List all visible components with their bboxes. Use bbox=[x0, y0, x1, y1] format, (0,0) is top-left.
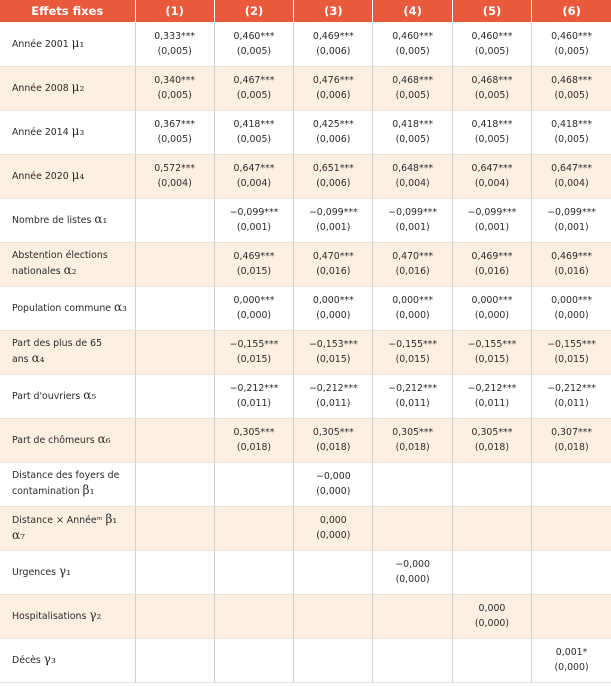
row-label bbox=[0, 66, 135, 110]
coefficient: 0,305*** bbox=[471, 427, 513, 438]
row-symbol: μ₂ bbox=[71, 80, 85, 94]
standard-error: (0,015) bbox=[474, 354, 510, 365]
table-row bbox=[0, 550, 611, 594]
standard-error: (0,001) bbox=[236, 222, 272, 233]
coefficient: 0,572*** bbox=[154, 163, 196, 174]
standard-error: (0,015) bbox=[236, 266, 272, 277]
coefficient: 0,468*** bbox=[392, 75, 434, 86]
coefficient: −0,155*** bbox=[229, 339, 279, 350]
value-cell bbox=[294, 506, 373, 550]
standard-error: (0,000) bbox=[554, 662, 589, 673]
standard-error: (0,000) bbox=[236, 310, 272, 321]
row-label bbox=[0, 286, 135, 330]
coefficient: 0,469*** bbox=[312, 30, 354, 42]
standard-error: (0,004) bbox=[554, 178, 589, 189]
value-cell bbox=[532, 22, 611, 66]
value-cell bbox=[294, 330, 373, 374]
value-cell bbox=[214, 66, 293, 110]
row-label-text: Part d'ouvriers bbox=[12, 391, 81, 402]
value-cell bbox=[135, 418, 214, 462]
standard-error: (0,004) bbox=[236, 178, 272, 189]
header-model-3: (3) bbox=[294, 0, 373, 22]
coefficient: 0,305*** bbox=[233, 427, 275, 438]
value-cell bbox=[452, 418, 531, 462]
standard-error: (0,000) bbox=[316, 486, 351, 497]
row-symbol: μ₃ bbox=[71, 124, 85, 138]
value-cell bbox=[532, 330, 611, 374]
value-cell bbox=[452, 330, 531, 374]
row-label-text: Nombre de listes bbox=[12, 215, 92, 226]
coefficient: 0,000 bbox=[478, 603, 506, 614]
table-row bbox=[0, 286, 611, 330]
standard-error: (0,000) bbox=[554, 310, 589, 321]
value-cell bbox=[214, 462, 293, 506]
standard-error: (0,018) bbox=[474, 442, 510, 453]
standard-error: (0,005) bbox=[395, 90, 430, 101]
row-label-text: Distance des foyers de contamination bbox=[12, 470, 120, 497]
standard-error: (0,005) bbox=[157, 90, 192, 101]
standard-error: (0,001) bbox=[316, 222, 351, 233]
value-cell bbox=[294, 66, 373, 110]
value-cell bbox=[452, 594, 531, 638]
value-cell bbox=[135, 638, 214, 682]
value-cell bbox=[294, 550, 373, 594]
coefficient: −0,212*** bbox=[467, 383, 517, 394]
standard-error: (0,004) bbox=[395, 178, 430, 189]
coefficient: −0,099*** bbox=[467, 207, 517, 218]
value-cell bbox=[452, 638, 531, 682]
value-cell bbox=[532, 462, 611, 506]
value-cell bbox=[135, 374, 214, 418]
standard-error: (0,015) bbox=[316, 354, 351, 365]
standard-error: (0,015) bbox=[554, 354, 589, 365]
header-model-2: (2) bbox=[214, 0, 293, 22]
row-label bbox=[0, 594, 135, 638]
value-cell bbox=[452, 154, 531, 198]
coefficient: 0,460*** bbox=[233, 30, 275, 42]
standard-error: (0,018) bbox=[316, 442, 351, 453]
coefficient: 0,460*** bbox=[551, 30, 593, 42]
table-row bbox=[0, 242, 611, 286]
row-label-text: Année 2008 bbox=[12, 83, 69, 94]
row-symbol: α₄ bbox=[31, 351, 45, 365]
standard-error: (0,005) bbox=[236, 45, 272, 57]
standard-error: (0,001) bbox=[395, 222, 430, 233]
standard-error: (0,005) bbox=[157, 134, 192, 145]
value-cell bbox=[373, 154, 452, 198]
coefficient: −0,099*** bbox=[547, 207, 596, 218]
value-cell bbox=[373, 110, 452, 154]
standard-error: (0,000) bbox=[474, 310, 510, 321]
coefficient: 0,000*** bbox=[392, 295, 434, 306]
coefficient: −0,212*** bbox=[229, 383, 279, 394]
coefficient: 0,469*** bbox=[551, 251, 593, 262]
coefficient: 0,305*** bbox=[312, 427, 354, 438]
value-cell bbox=[532, 374, 611, 418]
coefficient: 0,000 bbox=[319, 515, 347, 526]
value-cell bbox=[532, 418, 611, 462]
coefficient: −0,153*** bbox=[308, 339, 358, 350]
row-symbol: μ₁ bbox=[71, 35, 85, 50]
row-label bbox=[0, 198, 135, 242]
coefficient: −0,099*** bbox=[229, 207, 279, 218]
coefficient: 0,468*** bbox=[471, 75, 513, 86]
table-row bbox=[0, 22, 611, 66]
value-cell bbox=[452, 374, 531, 418]
value-cell bbox=[214, 110, 293, 154]
coefficient: 0,367*** bbox=[154, 119, 196, 130]
value-cell bbox=[294, 594, 373, 638]
row-symbol: γ₁ bbox=[59, 564, 72, 578]
standard-error: (0,011) bbox=[236, 398, 272, 409]
value-cell bbox=[135, 286, 214, 330]
coefficient: 0,470*** bbox=[392, 251, 434, 262]
value-cell bbox=[532, 110, 611, 154]
row-label-text: Abstention élections nationales bbox=[12, 250, 108, 277]
standard-error: (0,000) bbox=[395, 310, 430, 321]
value-cell bbox=[135, 550, 214, 594]
value-cell bbox=[452, 462, 531, 506]
value-cell bbox=[135, 242, 214, 286]
table-row bbox=[0, 638, 611, 682]
coefficient: −0,000 bbox=[395, 559, 430, 570]
value-cell bbox=[294, 22, 373, 66]
value-cell bbox=[373, 286, 452, 330]
coefficient: −0,099*** bbox=[388, 207, 438, 218]
value-cell bbox=[452, 242, 531, 286]
coefficient: −0,155*** bbox=[547, 339, 596, 350]
coefficient: 0,307*** bbox=[551, 427, 593, 438]
value-cell bbox=[452, 198, 531, 242]
row-symbol: α₆ bbox=[97, 432, 111, 446]
row-label bbox=[0, 330, 135, 374]
value-cell bbox=[373, 22, 452, 66]
table-row bbox=[0, 418, 611, 462]
table-body bbox=[0, 22, 611, 682]
coefficient: 0,467*** bbox=[233, 75, 275, 86]
value-cell bbox=[294, 154, 373, 198]
standard-error: (0,005) bbox=[554, 134, 589, 145]
row-symbol: α₁ bbox=[94, 212, 108, 226]
header-model-4: (4) bbox=[373, 0, 452, 22]
standard-error: (0,000) bbox=[474, 618, 510, 629]
table-row bbox=[0, 330, 611, 374]
coefficient: −0,099*** bbox=[308, 207, 358, 218]
standard-error: (0,005) bbox=[157, 45, 192, 57]
value-cell bbox=[294, 374, 373, 418]
value-cell bbox=[452, 66, 531, 110]
standard-error: (0,004) bbox=[474, 178, 510, 189]
coefficient: 0,000*** bbox=[551, 295, 593, 306]
value-cell bbox=[214, 286, 293, 330]
row-label bbox=[0, 110, 135, 154]
standard-error: (0,005) bbox=[395, 45, 430, 57]
coefficient: 0,648*** bbox=[392, 163, 434, 174]
standard-error: (0,000) bbox=[316, 310, 351, 321]
standard-error: (0,000) bbox=[395, 574, 430, 585]
row-symbol: α₃ bbox=[114, 300, 127, 314]
coefficient: 0,651*** bbox=[312, 163, 354, 174]
coefficient: 0,647*** bbox=[471, 163, 513, 174]
value-cell bbox=[373, 330, 452, 374]
standard-error: (0,006) bbox=[316, 90, 351, 101]
value-cell bbox=[373, 418, 452, 462]
row-label bbox=[0, 22, 135, 66]
header-model-6: (6) bbox=[532, 0, 611, 22]
value-cell bbox=[373, 506, 452, 550]
value-cell bbox=[214, 550, 293, 594]
coefficient: −0,000 bbox=[315, 471, 351, 482]
value-cell bbox=[452, 110, 531, 154]
value-cell bbox=[214, 330, 293, 374]
value-cell bbox=[294, 110, 373, 154]
standard-error: (0,005) bbox=[395, 134, 430, 145]
row-label bbox=[0, 506, 135, 550]
value-cell bbox=[452, 506, 531, 550]
value-cell bbox=[532, 550, 611, 594]
table-row bbox=[0, 154, 611, 198]
coefficient: 0,000*** bbox=[312, 295, 354, 306]
coefficient: 0,647*** bbox=[233, 163, 275, 174]
value-cell bbox=[214, 22, 293, 66]
standard-error: (0,005) bbox=[554, 90, 589, 101]
coefficient: −0,212*** bbox=[388, 383, 438, 394]
value-cell bbox=[214, 374, 293, 418]
row-label-text: Année 2014 bbox=[12, 127, 69, 138]
coefficient: 0,340*** bbox=[154, 75, 196, 86]
standard-error: (0,011) bbox=[395, 398, 430, 409]
coefficient: 0,647*** bbox=[551, 163, 593, 174]
value-cell bbox=[294, 638, 373, 682]
value-cell bbox=[214, 198, 293, 242]
value-cell bbox=[214, 242, 293, 286]
standard-error: (0,018) bbox=[395, 442, 430, 453]
standard-error: (0,011) bbox=[554, 398, 589, 409]
value-cell bbox=[373, 638, 452, 682]
row-symbol: γ₂ bbox=[89, 608, 102, 622]
coefficient: 0,000*** bbox=[233, 295, 275, 306]
value-cell bbox=[214, 594, 293, 638]
header-effets-fixes: Effets fixes bbox=[0, 0, 135, 22]
row-label bbox=[0, 550, 135, 594]
row-label-text: Urgences bbox=[12, 567, 57, 578]
value-cell bbox=[532, 286, 611, 330]
row-label bbox=[0, 242, 135, 286]
coefficient: 0,460*** bbox=[471, 30, 513, 42]
coefficient: 0,418*** bbox=[392, 119, 434, 130]
value-cell bbox=[135, 154, 214, 198]
standard-error: (0,005) bbox=[236, 134, 272, 145]
row-label-text: Décès bbox=[12, 655, 41, 666]
standard-error: (0,015) bbox=[395, 354, 430, 365]
value-cell bbox=[532, 594, 611, 638]
value-cell bbox=[214, 506, 293, 550]
standard-error: (0,006) bbox=[316, 178, 351, 189]
standard-error: (0,005) bbox=[236, 90, 272, 101]
coefficient: −0,155*** bbox=[388, 339, 438, 350]
coefficient: −0,212*** bbox=[547, 383, 596, 394]
table-row bbox=[0, 110, 611, 154]
row-label bbox=[0, 462, 135, 506]
coefficient: 0,460*** bbox=[392, 30, 434, 42]
value-cell bbox=[214, 638, 293, 682]
value-cell bbox=[294, 462, 373, 506]
coefficient: 0,470*** bbox=[312, 251, 354, 262]
row-label-text: Année 2020 bbox=[12, 171, 69, 182]
value-cell bbox=[373, 462, 452, 506]
standard-error: (0,006) bbox=[316, 134, 351, 145]
standard-error: (0,015) bbox=[236, 354, 272, 365]
value-cell bbox=[532, 242, 611, 286]
standard-error: (0,001) bbox=[474, 222, 510, 233]
table-row bbox=[0, 66, 611, 110]
table-row bbox=[0, 462, 611, 506]
row-symbol: γ₃ bbox=[43, 652, 56, 666]
value-cell bbox=[294, 286, 373, 330]
coefficient: 0,001* bbox=[555, 647, 588, 658]
standard-error: (0,011) bbox=[474, 398, 510, 409]
value-cell bbox=[373, 242, 452, 286]
value-cell bbox=[135, 22, 214, 66]
row-label bbox=[0, 418, 135, 462]
value-cell bbox=[532, 66, 611, 110]
value-cell bbox=[532, 198, 611, 242]
row-label-text: Hospitalisations bbox=[12, 611, 87, 622]
value-cell bbox=[135, 594, 214, 638]
standard-error: (0,006) bbox=[316, 45, 351, 57]
coefficient: 0,469*** bbox=[233, 251, 275, 262]
coefficient: 0,418*** bbox=[471, 119, 513, 130]
coefficient: 0,476*** bbox=[312, 75, 354, 86]
value-cell bbox=[373, 594, 452, 638]
standard-error: (0,005) bbox=[474, 134, 510, 145]
value-cell bbox=[294, 418, 373, 462]
value-cell bbox=[294, 198, 373, 242]
row-label bbox=[0, 154, 135, 198]
value-cell bbox=[532, 638, 611, 682]
value-cell bbox=[532, 154, 611, 198]
value-cell bbox=[373, 198, 452, 242]
coefficient: 0,333*** bbox=[154, 30, 196, 42]
standard-error: (0,016) bbox=[474, 266, 510, 277]
standard-error: (0,005) bbox=[474, 90, 510, 101]
standard-error: (0,018) bbox=[554, 442, 589, 453]
value-cell bbox=[214, 154, 293, 198]
row-label bbox=[0, 638, 135, 682]
standard-error: (0,000) bbox=[316, 530, 351, 541]
value-cell bbox=[373, 550, 452, 594]
standard-error: (0,016) bbox=[316, 266, 351, 277]
standard-error: (0,018) bbox=[236, 442, 272, 453]
coefficient: 0,418*** bbox=[551, 119, 593, 130]
standard-error: (0,016) bbox=[395, 266, 430, 277]
row-symbol: μ₄ bbox=[71, 168, 85, 182]
row-label-text: Distance × Annéeᵐ bbox=[12, 515, 103, 526]
coefficient: −0,212*** bbox=[308, 383, 358, 394]
row-symbol: α₅ bbox=[83, 388, 97, 402]
header-row bbox=[0, 0, 611, 22]
value-cell bbox=[452, 22, 531, 66]
coefficient: 0,425*** bbox=[312, 119, 354, 130]
value-cell bbox=[135, 198, 214, 242]
value-cell bbox=[532, 506, 611, 550]
standard-error: (0,004) bbox=[157, 178, 192, 189]
standard-error: (0,001) bbox=[554, 222, 589, 233]
table-header bbox=[0, 0, 611, 22]
row-label-text: Part de chômeurs bbox=[12, 435, 95, 446]
header-model-5: (5) bbox=[452, 0, 531, 22]
coefficient: 0,469*** bbox=[471, 251, 513, 262]
row-label-text: Année 2001 bbox=[12, 38, 69, 50]
value-cell bbox=[373, 374, 452, 418]
value-cell bbox=[135, 110, 214, 154]
value-cell bbox=[294, 242, 373, 286]
value-cell bbox=[452, 550, 531, 594]
row-symbol: α₂ bbox=[63, 263, 77, 277]
row-label-text: Population commune bbox=[12, 303, 112, 314]
standard-error: (0,011) bbox=[316, 398, 351, 409]
coefficient: 0,000*** bbox=[471, 295, 513, 306]
table-row bbox=[0, 506, 611, 550]
value-cell bbox=[373, 66, 452, 110]
table-row bbox=[0, 198, 611, 242]
standard-error: (0,005) bbox=[474, 45, 510, 57]
header-model-1: (1) bbox=[135, 0, 214, 22]
value-cell bbox=[452, 286, 531, 330]
standard-error: (0,016) bbox=[554, 266, 589, 277]
table-row bbox=[0, 374, 611, 418]
value-cell bbox=[135, 330, 214, 374]
value-cell bbox=[214, 418, 293, 462]
coefficient: 0,418*** bbox=[233, 119, 275, 130]
row-symbol: β₁ α₇ bbox=[12, 512, 118, 542]
row-symbol: β₁ bbox=[82, 483, 95, 497]
table-row bbox=[0, 594, 611, 638]
coefficient: 0,468*** bbox=[551, 75, 593, 86]
row-label-text: Part des plus de 65 ans bbox=[12, 338, 103, 365]
row-label bbox=[0, 374, 135, 418]
coefficient: −0,155*** bbox=[467, 339, 517, 350]
standard-error: (0,005) bbox=[554, 45, 589, 57]
coefficient: 0,305*** bbox=[392, 427, 434, 438]
value-cell bbox=[135, 506, 214, 550]
value-cell bbox=[135, 66, 214, 110]
value-cell bbox=[135, 462, 214, 506]
